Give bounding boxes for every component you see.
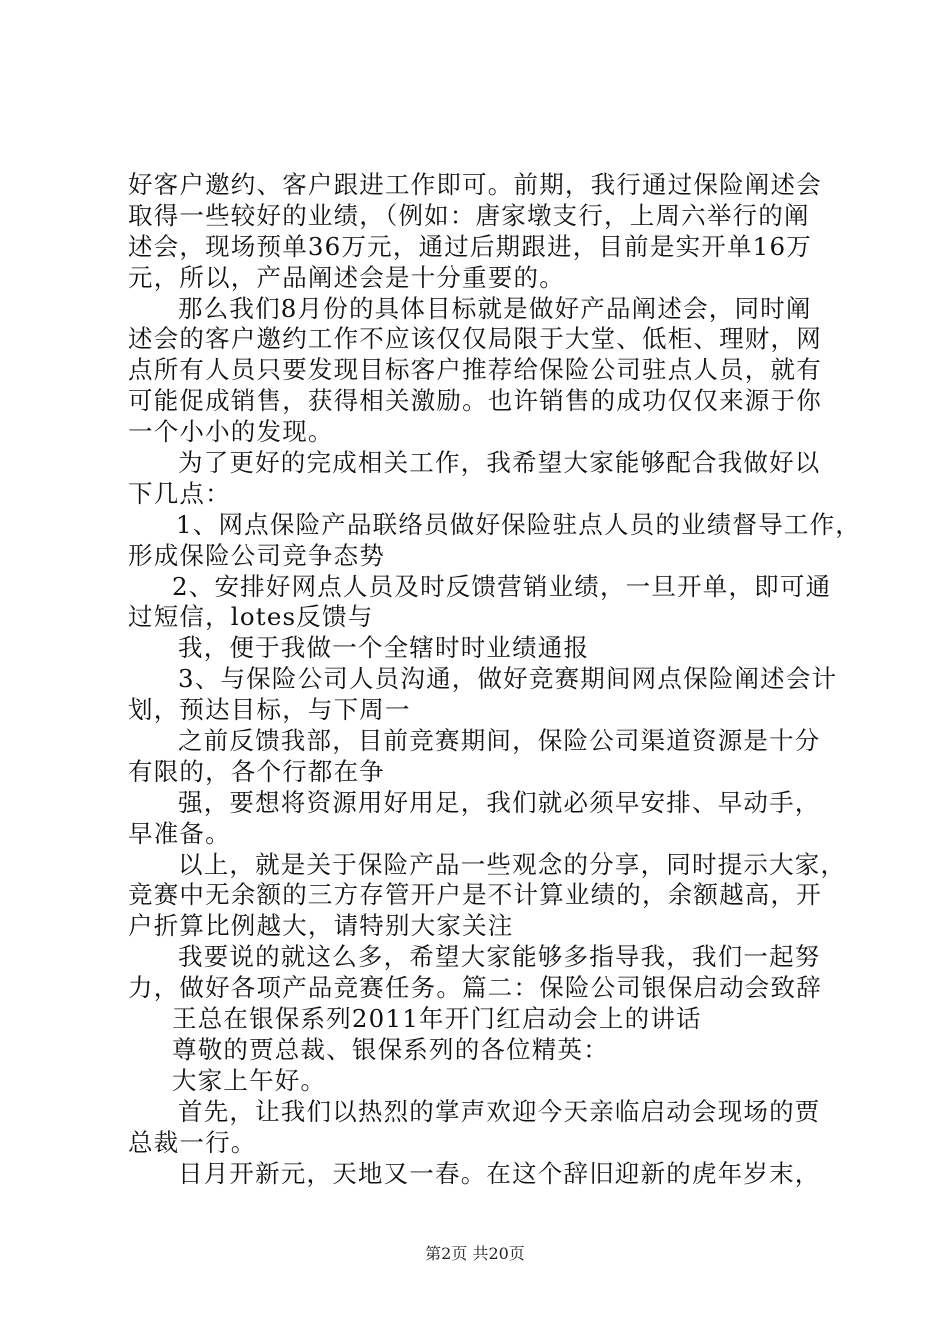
text-line: 之前反馈我部，目前竞赛期间，保险公司渠道资源是十分 xyxy=(178,726,821,756)
text-line: 取得一些较好的业绩，（例如：唐家墩支行，上周六举行的阐 xyxy=(128,200,810,230)
text-line: 力，做好各项产品竞赛任务。篇二：保险公司银保启动会致辞 xyxy=(128,973,822,1003)
text-line: 早准备。 xyxy=(128,818,231,848)
text-line: 以上，就是关于保险产品一些观念的分享，同时提示大家， xyxy=(178,849,847,879)
text-line: 3、与保险公司人员沟通，做好竞赛期间网点保险阐述会计 xyxy=(178,664,838,694)
text-line: 述会，现场预单36万元，通过后期跟进，目前是实开单16万 xyxy=(128,231,812,261)
text-line: 我要说的就这么多，希望大家能够多指导我，我们一起努 xyxy=(178,942,821,972)
text-line: 1、网点保险产品联络员做好保险驻点人员的业绩督导工作， xyxy=(176,509,861,539)
text-line: 划，预达目标，与下周一 xyxy=(128,695,411,725)
text-line: 王总在银保系列2011年开门红启动会上的讲话 xyxy=(172,1004,702,1034)
text-line: 大家上午好。 xyxy=(172,1065,327,1095)
text-line: 首先，让我们以热烈的掌声欢迎今天亲临启动会现场的贾 xyxy=(178,1096,821,1126)
text-line: 户折算比例越大，请特别大家关注 xyxy=(128,911,514,941)
document-body xyxy=(128,170,861,1189)
text-line: 那么我们8月份的具体目标就是做好产品阐述会，同时阐 xyxy=(178,293,812,323)
text-line: 尊敬的贾总裁、银保系列的各位精英： xyxy=(172,1034,609,1064)
text-line: 点所有人员只要发现目标客户推荐给保险公司驻点人员，就有 xyxy=(128,355,822,385)
text-line: 日月开新元，天地又一春。在这个辞旧迎新的虎年岁末， xyxy=(178,1158,821,1188)
page-number-footer: 第2页 共20页 xyxy=(425,1244,525,1263)
text-line: 下几点： xyxy=(128,478,231,508)
text-line: 有限的，各个行都在争 xyxy=(128,756,385,786)
text-line: 形成保险公司竞争态势 xyxy=(128,540,385,570)
text-line: 强，要想将资源用好用足，我们就必须早安排、早动手， xyxy=(178,787,821,817)
text-line: 过短信，lotes反馈与 xyxy=(128,602,374,632)
text-line: 可能促成销售，获得相关激励。也许销售的成功仅仅来源于你 xyxy=(128,386,822,416)
text-line: 为了更好的完成相关工作，我希望大家能够配合我做好以 xyxy=(178,448,821,478)
text-line: 述会的客户邀约工作不应该仅仅局限于大堂、低柜、理财，网 xyxy=(128,324,822,354)
text-line: 好客户邀约、客户跟进工作即可。前期，我行通过保险阐述会 xyxy=(128,170,822,199)
text-line: 一个小小的发现。 xyxy=(128,417,334,447)
text-line: 2、安排好网点人员及时反馈营销业绩，一旦开单，即可通 xyxy=(172,571,832,601)
text-line: 总裁一行。 xyxy=(128,1127,257,1157)
text-line: 竞赛中无余额的三方存管开户是不计算业绩的，余额越高，开 xyxy=(128,880,822,910)
text-line: 我，便于我做一个全辖时时业绩通报 xyxy=(178,633,590,663)
text-line: 元，所以，产品阐述会是十分重要的。 xyxy=(128,262,565,292)
